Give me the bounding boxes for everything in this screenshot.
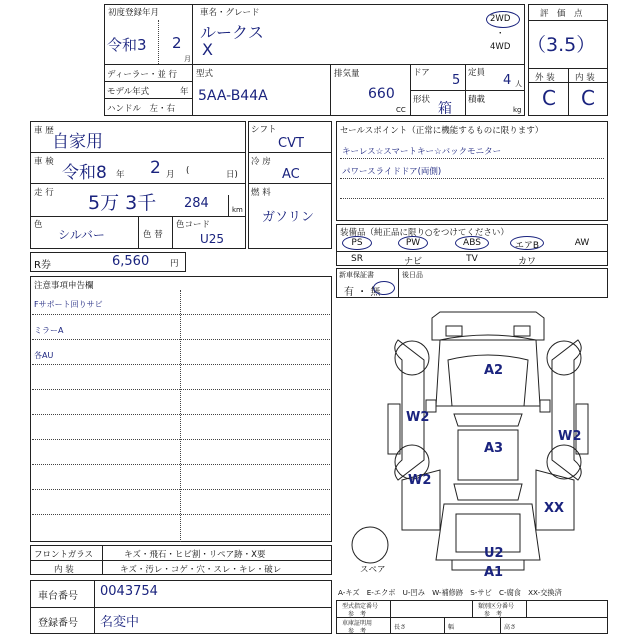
- mileage-label: 走 行: [34, 188, 54, 198]
- type-value: 5AA-B44A: [198, 88, 268, 104]
- load-label: 積載: [468, 95, 486, 105]
- notes-box: [30, 276, 332, 542]
- note-line: ミラーA: [34, 326, 64, 335]
- equipment-label: 装備品（純正品に限り○をつけてください）: [340, 228, 509, 238]
- warranty-label: 新車保証書: [339, 271, 374, 279]
- equip-aw: AW: [574, 238, 590, 248]
- displacement-value: 660: [368, 86, 395, 102]
- drive-2wd: 2WD: [490, 14, 511, 24]
- width-label: 幅: [448, 624, 455, 631]
- recycle-unit: 円: [170, 259, 179, 269]
- garage-ref-label: 車庫証明用: [342, 620, 373, 627]
- evaluation-score: （3.5）: [527, 34, 596, 56]
- color-code-value: U25: [200, 232, 225, 246]
- door-label: ドア: [413, 68, 430, 78]
- damage-mark: A2: [484, 363, 504, 378]
- damage-mark: W2: [408, 473, 432, 488]
- dealer-label: ディーラー・並 行: [107, 70, 178, 80]
- ref3-label: 参 考: [348, 628, 367, 635]
- equip-leather: カワ: [517, 257, 536, 267]
- registration-label: 登録番号: [38, 618, 78, 629]
- damage-mark: A3: [484, 441, 504, 456]
- color-label: 色: [34, 220, 43, 230]
- color-change-label: 色 替: [143, 230, 163, 240]
- drive-dot: ・: [496, 29, 505, 39]
- damage-mark: W2: [558, 429, 582, 444]
- displacement-label: 排気量: [334, 69, 360, 79]
- door-value: 5: [452, 73, 461, 88]
- damage-mark: XX: [544, 501, 565, 516]
- capacity-unit: 人: [515, 80, 522, 88]
- front-glass-label: フロントガラス: [34, 550, 93, 560]
- equip-sr: SR: [351, 254, 363, 264]
- interior-cond-label: 内 装: [54, 565, 74, 575]
- year-unit: 年: [116, 170, 125, 180]
- shaken-month: 2: [150, 158, 161, 178]
- model-year-unit: 年: [180, 87, 189, 97]
- height-label: 高さ: [504, 624, 517, 631]
- class-ref-label: 類別区分番号: [478, 603, 515, 610]
- spare-label: スペア: [360, 565, 386, 575]
- recycle-box: [30, 252, 186, 272]
- notes-label: 注意事項申告欄: [34, 281, 94, 291]
- interior-label: 内 装: [575, 73, 595, 83]
- sales-point-line: パワースライドドア(両側): [342, 167, 442, 177]
- history-label: 車 歴: [34, 126, 54, 136]
- post-label: 後日品: [402, 271, 423, 279]
- note-line: Fサポート回りサビ: [34, 300, 103, 309]
- equip-ps: PS: [351, 238, 363, 248]
- color-value: シルバー: [58, 228, 105, 242]
- first-reg-month: 2: [172, 34, 182, 52]
- ref2-label: 参 考: [484, 611, 503, 618]
- equip-navi: ナビ: [403, 257, 422, 267]
- first-reg-label: 初度登録年月: [108, 8, 160, 18]
- km-unit: km: [232, 206, 243, 214]
- recycle-value: 6,560: [112, 254, 150, 269]
- damage-mark: U2: [484, 546, 504, 561]
- ac-value: AC: [282, 167, 300, 182]
- first-reg-era: 令和3: [107, 36, 147, 54]
- cc-unit: CC: [396, 106, 406, 114]
- exterior-grade: C: [542, 86, 556, 110]
- damage-mark: W2: [406, 410, 430, 425]
- equip-pw: PW: [405, 238, 421, 248]
- shape-label: 形状: [413, 95, 431, 105]
- day-open: (: [186, 166, 190, 176]
- color-code-label: 色コード: [176, 220, 211, 230]
- shape-value: 箱: [438, 101, 452, 117]
- equip-abs: ABS: [463, 238, 481, 248]
- car-name: ルークス: [200, 23, 264, 42]
- capacity-label: 定員: [468, 68, 486, 78]
- interior-grade: C: [581, 86, 595, 110]
- model-ref-label: 型式指定番号: [342, 603, 379, 610]
- drive-4wd: 4WD: [490, 42, 511, 52]
- sales-points-label: セールスポイント（正常に機能するものに限ります）: [340, 126, 544, 136]
- shaken-label: 車 検: [34, 157, 54, 167]
- ac-label: 冷 房: [251, 157, 271, 167]
- type-label: 型式: [196, 69, 214, 79]
- equip-airbag: エアB: [514, 241, 540, 251]
- warranty-value: 有 ・ 無: [344, 287, 381, 298]
- day-unit: 日): [226, 170, 238, 180]
- header-box: [104, 4, 525, 116]
- capacity-value: 4: [503, 73, 512, 88]
- shaken-era: 令和8: [62, 163, 107, 183]
- fuel-label: 燃 料: [251, 188, 271, 198]
- load-unit: kg: [513, 106, 522, 114]
- equip-tv: TV: [466, 254, 478, 264]
- chassis-value: 0043754: [100, 584, 158, 599]
- sales-point-line: キーレス☆スマートキー☆バックモニター: [342, 147, 502, 157]
- interior-cond-value: キズ・汚レ・コゲ・穴・スレ・キレ・破レ: [120, 565, 282, 575]
- note-line: 各AU: [34, 351, 54, 360]
- model-year-label: モデル年式: [107, 87, 150, 97]
- history-value: 自家用: [52, 132, 103, 152]
- handle-label: ハンドル 左・右: [107, 104, 176, 114]
- length-label: 長さ: [394, 624, 407, 631]
- fuel-value: ガソリン: [262, 210, 315, 225]
- exterior-label: 外 装: [535, 73, 555, 83]
- recycle-label: R券: [34, 260, 51, 271]
- registration-value: 名変中: [100, 615, 140, 630]
- front-glass-value: キズ・飛石・ヒビ割・リペア跡・X要: [124, 550, 266, 560]
- shift-label: シフト: [251, 125, 277, 135]
- damage-mark: A1: [484, 565, 504, 580]
- mileage-value: 5万 3千: [88, 192, 157, 214]
- name-grade-label: 車名・グレード: [200, 8, 260, 18]
- warranty-none-circle: [373, 281, 395, 295]
- chassis-label: 車台番号: [38, 591, 78, 602]
- mileage-small: 284: [184, 196, 209, 211]
- shaken-month-unit: 月: [166, 170, 175, 180]
- ref1-label: 参 考: [348, 611, 367, 618]
- grade: X: [202, 40, 213, 59]
- evaluation-label: 評 価 点: [540, 9, 583, 19]
- damage-legend: A-キズ E-エクボ U-凹み W-補修跡 S-サビ C-腐食 XX-交換済: [338, 588, 562, 597]
- shift-value: CVT: [278, 136, 304, 151]
- month-unit: 月: [184, 55, 191, 63]
